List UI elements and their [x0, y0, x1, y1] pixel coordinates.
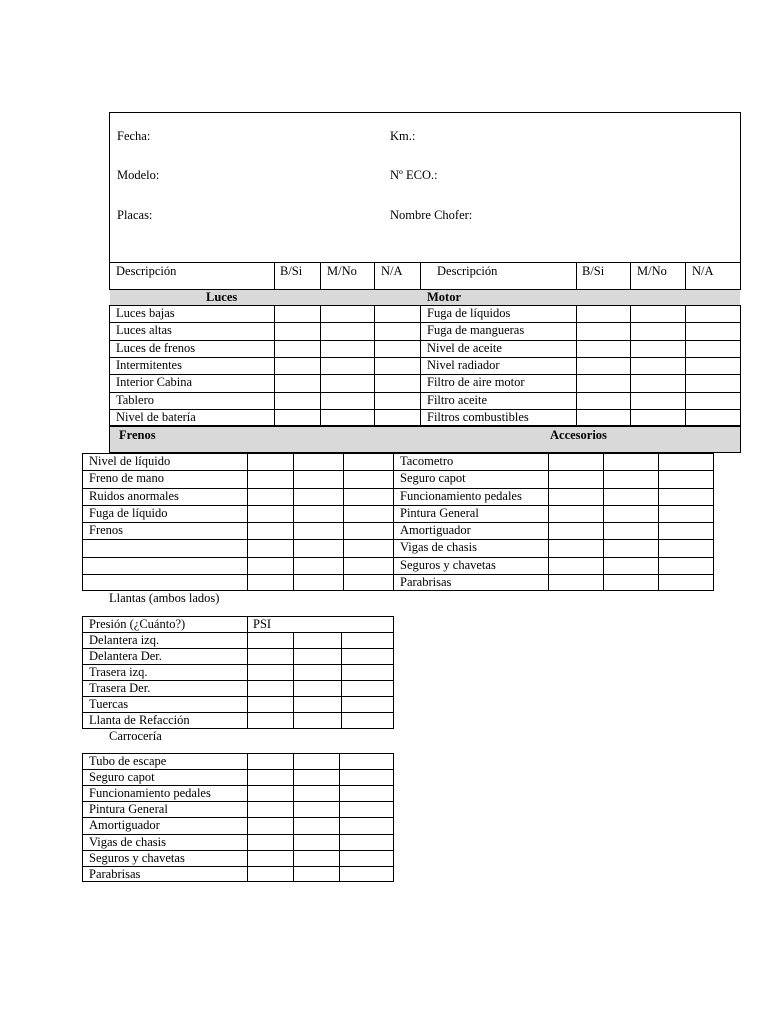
motor-answer-cell[interactable]	[577, 375, 629, 390]
luces-answer-cell[interactable]	[275, 306, 319, 321]
carroceria-answer-cell[interactable]	[294, 802, 338, 816]
motor-row-label: Nivel de aceite	[427, 340, 502, 355]
motor-answer-cell[interactable]	[577, 341, 629, 356]
motor-answer-cell[interactable]	[631, 341, 684, 356]
carroceria-row-label: Vigas de chasis	[89, 834, 167, 849]
col-bsi-left: B/Si	[280, 264, 303, 278]
llantas-answer-cell[interactable]	[294, 665, 340, 679]
luces-answer-cell[interactable]	[275, 375, 319, 390]
llantas-answer-cell[interactable]	[294, 681, 340, 695]
frenos-answer-cell[interactable]	[248, 471, 292, 486]
llantas-row-label: Trasera Der.	[89, 681, 151, 695]
luces-row-label: Interior Cabina	[116, 375, 193, 390]
col-descripcion-right: Descripción	[437, 264, 498, 278]
motor-answer-cell[interactable]	[631, 410, 684, 425]
accesorios-row-label: Amortiguador	[400, 523, 471, 537]
carroceria-answer-cell[interactable]	[248, 770, 292, 784]
carroceria-row-label: Funcionamiento pedales	[89, 786, 211, 801]
carroceria-answer-cell[interactable]	[340, 786, 393, 800]
luces-answer-cell[interactable]	[321, 306, 373, 321]
luces-answer-cell[interactable]	[275, 393, 319, 408]
accesorios-row-label: Tacometro	[400, 454, 454, 468]
motor-answer-cell[interactable]	[631, 306, 684, 321]
luces-answer-cell[interactable]	[275, 358, 319, 373]
motor-answer-cell[interactable]	[686, 393, 740, 408]
motor-answer-cell[interactable]	[686, 323, 740, 338]
luces-answer-cell[interactable]	[321, 410, 373, 425]
carroceria-answer-cell[interactable]	[294, 786, 338, 800]
luces-answer-cell[interactable]	[375, 341, 420, 356]
luces-answer-cell[interactable]	[275, 323, 319, 338]
luces-answer-cell[interactable]	[375, 410, 420, 425]
carroceria-answer-cell[interactable]	[248, 867, 292, 881]
carroceria-answer-cell[interactable]	[340, 818, 393, 832]
accesorios-answer-cell[interactable]	[659, 523, 713, 538]
motor-row-label: Fuga de líquidos	[427, 306, 511, 320]
motor-answer-cell[interactable]	[631, 323, 684, 338]
col-descripcion-left: Descripción	[116, 264, 177, 278]
luces-row-label: Luces de frenos	[116, 340, 196, 355]
motor-answer-cell[interactable]	[631, 358, 684, 373]
carroceria-answer-cell[interactable]	[340, 802, 393, 816]
motor-answer-cell[interactable]	[577, 410, 629, 425]
accesorios-row-label: Vigas de chasis	[400, 540, 478, 555]
accesorios-row-label: Seguros y chavetas	[400, 557, 496, 572]
accesorios-answer-cell[interactable]	[604, 575, 657, 590]
luces-row-label: Nivel de batería	[116, 409, 196, 424]
llantas-answer-cell[interactable]	[342, 633, 393, 647]
motor-row-label: Fuga de mangueras	[427, 323, 525, 338]
motor-answer-cell[interactable]	[577, 306, 629, 321]
accesorios-answer-cell[interactable]	[549, 558, 602, 573]
accesorios-answer-cell[interactable]	[549, 471, 602, 486]
carroceria-answer-cell[interactable]	[248, 786, 292, 800]
luces-answer-cell[interactable]	[375, 358, 420, 373]
col-bsi-right: B/Si	[582, 264, 605, 278]
carroceria-answer-cell[interactable]	[340, 770, 393, 784]
llantas-row-label: Tuercas	[89, 697, 129, 711]
carroceria-answer-cell[interactable]	[248, 835, 292, 849]
luces-heading: Luces	[206, 290, 238, 304]
carroceria-answer-cell[interactable]	[294, 770, 338, 784]
accesorios-answer-cell[interactable]	[604, 471, 657, 486]
frenos-answer-cell[interactable]	[248, 523, 292, 538]
accesorios-answer-cell[interactable]	[604, 489, 657, 504]
luces-answer-cell[interactable]	[375, 306, 420, 321]
frenos-answer-cell[interactable]	[248, 454, 292, 469]
carroceria-answer-cell[interactable]	[294, 835, 338, 849]
llantas-answer-cell[interactable]	[294, 649, 340, 663]
accesorios-answer-cell[interactable]	[604, 558, 657, 573]
luces-answer-cell[interactable]	[375, 393, 420, 408]
accesorios-row-label: Pintura General	[400, 505, 479, 520]
motor-answer-cell[interactable]	[577, 323, 629, 338]
carroceria-row-label: Pintura General	[89, 802, 168, 817]
frenos-answer-cell[interactable]	[248, 540, 292, 555]
carroceria-answer-cell[interactable]	[248, 802, 292, 816]
accesorios-answer-cell[interactable]	[604, 454, 657, 469]
accesorios-heading: Accesorios	[550, 428, 607, 442]
col-na-left: N/A	[381, 264, 403, 278]
frenos-row-label: Freno de mano	[89, 471, 164, 486]
carroceria-answer-cell[interactable]	[248, 754, 292, 768]
carroceria-row-label: Parabrisas	[89, 866, 141, 881]
accesorios-answer-cell[interactable]	[549, 575, 602, 590]
accesorios-row-label: Parabrisas	[400, 574, 452, 589]
motor-answer-cell[interactable]	[686, 306, 740, 321]
llantas-row-label: Llanta de Refacción	[89, 713, 190, 727]
frenos-answer-cell[interactable]	[248, 575, 292, 590]
frenos-answer-cell[interactable]	[344, 575, 393, 590]
km-label: Km.:	[390, 129, 416, 143]
frenos-answer-cell[interactable]	[294, 575, 342, 590]
carroceria-answer-cell[interactable]	[294, 867, 338, 881]
motor-row-label: Nivel radiador	[427, 357, 500, 372]
luces-answer-cell[interactable]	[275, 410, 319, 425]
carroceria-answer-cell[interactable]	[294, 851, 338, 865]
frenos-answer-cell[interactable]	[344, 471, 393, 486]
motor-answer-cell[interactable]	[686, 375, 740, 390]
carroceria-answer-cell[interactable]	[340, 835, 393, 849]
carroceria-heading: Carrocería	[109, 729, 162, 743]
accesorios-answer-cell[interactable]	[659, 558, 713, 573]
motor-row-label: Filtro aceite	[427, 392, 488, 407]
luces-row-label: Intermitentes	[116, 357, 182, 372]
frenos-answer-cell[interactable]	[344, 540, 393, 555]
eco-label: Nº ECO.:	[390, 168, 438, 182]
motor-answer-cell[interactable]	[631, 393, 684, 408]
luces-row-label: Tablero	[116, 392, 154, 407]
frenos-answer-cell[interactable]	[248, 558, 292, 573]
frenos-answer-cell[interactable]	[294, 540, 342, 555]
frenos-answer-cell[interactable]	[344, 558, 393, 573]
frenos-answer-cell[interactable]	[294, 471, 342, 486]
luces-answer-cell[interactable]	[321, 323, 373, 338]
motor-answer-cell[interactable]	[577, 393, 629, 408]
frenos-row-label: Frenos	[89, 523, 124, 537]
luces-answer-cell[interactable]	[275, 341, 319, 356]
luces-answer-cell[interactable]	[375, 375, 420, 390]
llantas-answer-cell[interactable]	[294, 713, 340, 727]
carroceria-row-label: Seguros y chavetas	[89, 850, 185, 865]
carroceria-answer-cell[interactable]	[294, 754, 338, 768]
llantas-row-label: Delantera izq.	[89, 633, 160, 647]
modelo-label: Modelo:	[117, 168, 160, 182]
llantas-answer-cell[interactable]	[248, 633, 292, 647]
llantas-header-right: PSI	[253, 617, 272, 631]
carroceria-answer-cell[interactable]	[340, 867, 393, 881]
placas-label: Placas:	[117, 208, 153, 222]
frenos-answer-cell[interactable]	[294, 489, 342, 504]
frenos-answer-cell[interactable]	[344, 454, 393, 469]
luces-motor-header	[110, 290, 740, 305]
frenos-answer-cell[interactable]	[344, 489, 393, 504]
col-mno-left: M/No	[327, 264, 357, 278]
accesorios-answer-cell[interactable]	[659, 506, 713, 521]
luces-answer-cell[interactable]	[321, 341, 373, 356]
llantas-answer-cell[interactable]	[248, 649, 292, 663]
frenos-row-label: Fuga de líquido	[89, 505, 168, 520]
accesorios-row-label: Seguro capot	[400, 471, 466, 486]
frenos-answer-cell[interactable]	[344, 523, 393, 538]
luces-row-label: Luces altas	[116, 323, 172, 338]
llantas-answer-cell[interactable]	[248, 713, 292, 727]
llantas-header-left: Presión (¿Cuánto?)	[89, 617, 186, 631]
accesorios-row-label: Funcionamiento pedales	[400, 488, 522, 503]
llantas-row-label: Trasera izq.	[89, 665, 148, 679]
frenos-row-label: Nivel de líquido	[89, 454, 171, 468]
motor-answer-cell[interactable]	[577, 358, 629, 373]
carroceria-row-label: Amortiguador	[89, 818, 160, 833]
frenos-answer-cell[interactable]	[344, 506, 393, 521]
luces-answer-cell[interactable]	[321, 375, 373, 390]
luces-answer-cell[interactable]	[321, 393, 373, 408]
frenos-row-label: Ruidos anormales	[89, 488, 179, 503]
frenos-heading: Frenos	[119, 428, 156, 442]
carroceria-row-label: Seguro capot	[89, 770, 155, 785]
llantas-answer-cell[interactable]	[248, 665, 292, 679]
accesorios-answer-cell[interactable]	[549, 540, 602, 555]
luces-row-label: Luces bajas	[116, 306, 175, 320]
llantas-answer-cell[interactable]	[294, 633, 340, 647]
accesorios-answer-cell[interactable]	[549, 489, 602, 504]
frenos-answer-cell[interactable]	[248, 506, 292, 521]
llantas-answer-cell[interactable]	[294, 697, 340, 711]
accesorios-answer-cell[interactable]	[604, 506, 657, 521]
carroceria-answer-cell[interactable]	[248, 818, 292, 832]
accesorios-answer-cell[interactable]	[549, 506, 602, 521]
motor-row-label: Filtro de aire motor	[427, 375, 525, 390]
llantas-header-column-divider	[247, 616, 248, 632]
llantas-answer-cell[interactable]	[342, 665, 393, 679]
llantas-answer-cell[interactable]	[342, 697, 393, 711]
motor-answer-cell[interactable]	[686, 358, 740, 373]
col-mno-right: M/No	[637, 264, 667, 278]
frenos-answer-cell[interactable]	[248, 489, 292, 504]
accesorios-answer-cell[interactable]	[549, 523, 602, 538]
llantas-heading: Llantas (ambos lados)	[109, 591, 220, 605]
carroceria-answer-cell[interactable]	[248, 851, 292, 865]
col-na-right: N/A	[692, 264, 714, 278]
accesorios-answer-cell[interactable]	[659, 489, 713, 504]
accesorios-answer-cell[interactable]	[659, 454, 713, 469]
accesorios-answer-cell[interactable]	[659, 575, 713, 590]
fecha-label: Fecha:	[117, 129, 151, 143]
carroceria-answer-cell[interactable]	[340, 851, 393, 865]
frenos-answer-cell[interactable]	[294, 506, 342, 521]
motor-answer-cell[interactable]	[686, 410, 740, 425]
chofer-label: Nombre Chofer:	[390, 208, 473, 222]
llantas-row-label: Delantera Der.	[89, 649, 162, 663]
motor-heading: Motor	[427, 290, 462, 304]
frenos-answer-cell[interactable]	[294, 558, 342, 573]
accesorios-answer-cell[interactable]	[604, 540, 657, 555]
carroceria-answer-cell[interactable]	[340, 754, 393, 768]
accesorios-answer-cell[interactable]	[549, 454, 602, 469]
accesorios-answer-cell[interactable]	[659, 540, 713, 555]
luces-answer-cell[interactable]	[375, 323, 420, 338]
llantas-answer-cell[interactable]	[342, 681, 393, 695]
frenos-answer-cell[interactable]	[294, 523, 342, 538]
llantas-answer-cell[interactable]	[248, 681, 292, 695]
frenos-answer-cell[interactable]	[294, 454, 342, 469]
accesorios-answer-cell[interactable]	[659, 471, 713, 486]
motor-row-label: Filtros combustibles	[427, 409, 529, 424]
carroceria-answer-cell[interactable]	[294, 818, 338, 832]
motor-answer-cell[interactable]	[686, 341, 740, 356]
llantas-answer-cell[interactable]	[342, 713, 393, 727]
carroceria-row-label: Tubo de escape	[89, 754, 167, 768]
accesorios-answer-cell[interactable]	[604, 523, 657, 538]
llantas-answer-cell[interactable]	[248, 697, 292, 711]
frenos-accesorios-header-border	[109, 426, 741, 453]
luces-answer-cell[interactable]	[321, 358, 373, 373]
llantas-answer-cell[interactable]	[342, 649, 393, 663]
motor-answer-cell[interactable]	[631, 375, 684, 390]
